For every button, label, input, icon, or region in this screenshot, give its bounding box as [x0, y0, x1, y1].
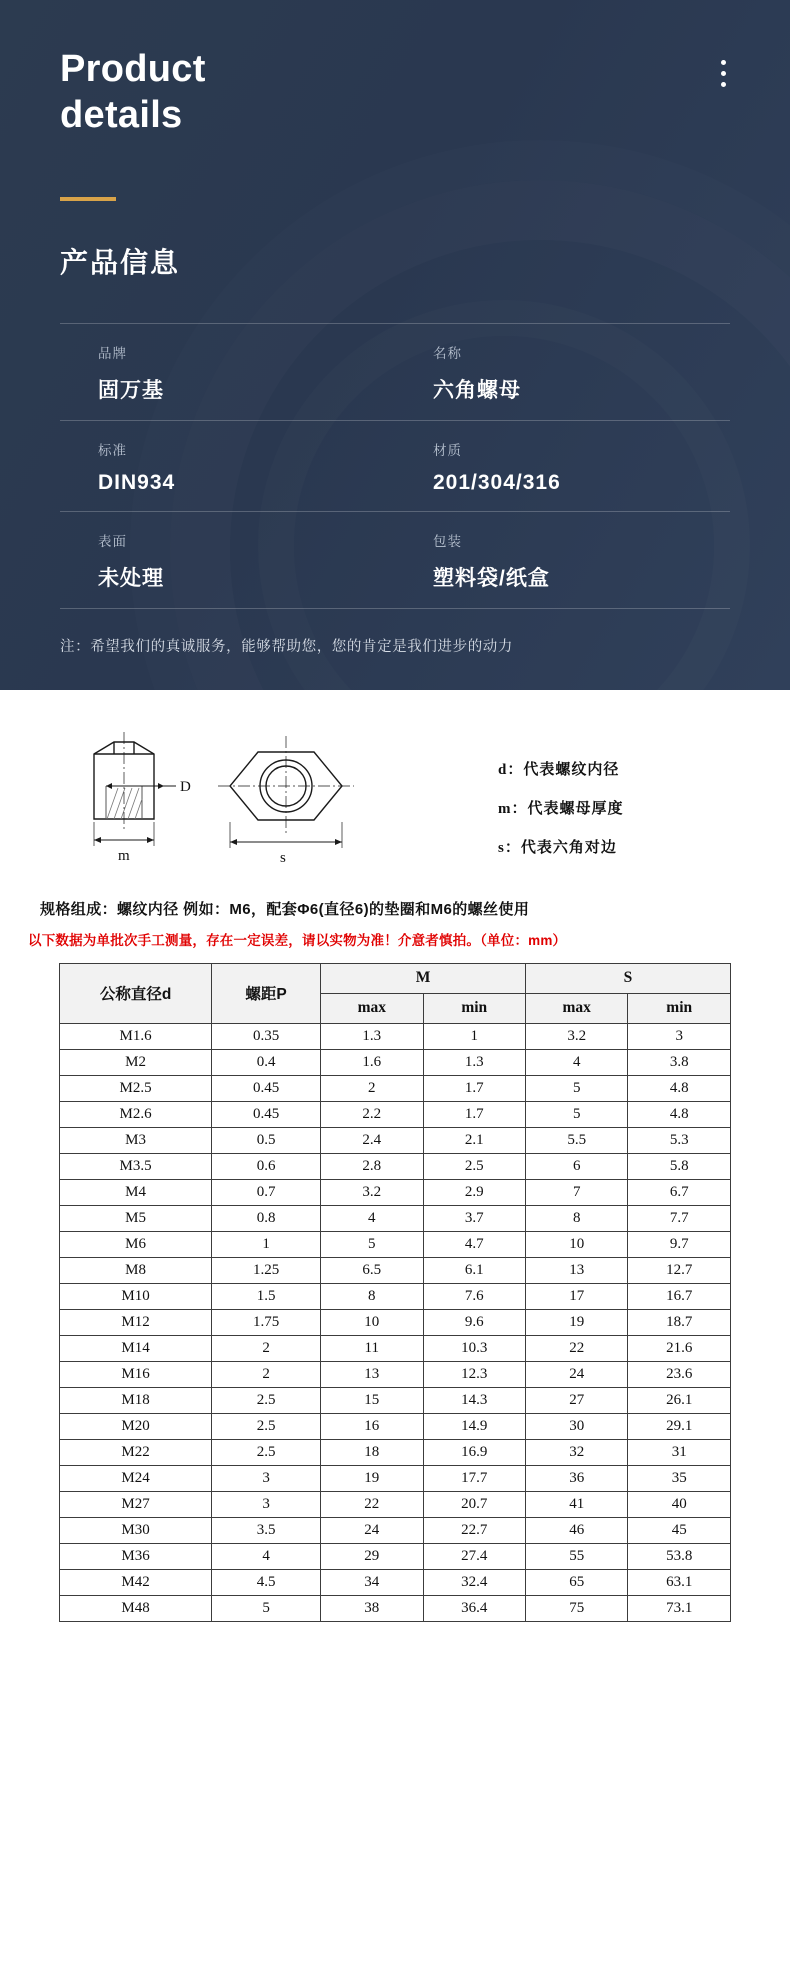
table-cell-mmax: 38 [321, 1595, 423, 1621]
table-cell-smin: 40 [628, 1491, 731, 1517]
table-cell-smin: 21.6 [628, 1335, 731, 1361]
spec-value: DIN934 [98, 470, 176, 494]
header-s-max: max [525, 993, 627, 1023]
spec-label: 材质 [433, 442, 462, 458]
table-cell-mmin: 3.7 [423, 1205, 525, 1231]
table-cell-smin: 73.1 [628, 1595, 731, 1621]
table-cell-d: M12 [60, 1309, 212, 1335]
table-row [60, 1049, 731, 1075]
spec-cell-name [395, 342, 730, 404]
table-cell-smax: 6 [525, 1153, 627, 1179]
spec-label: 表面 [98, 533, 127, 549]
table-cell-mmax: 1.6 [321, 1049, 423, 1075]
table-cell-d: M5 [60, 1205, 212, 1231]
table-cell-smin: 3.8 [628, 1049, 731, 1075]
table-cell-smax: 30 [525, 1413, 627, 1439]
diagram-legend [486, 714, 624, 875]
table-cell-mmax: 18 [321, 1439, 423, 1465]
table-cell-mmin: 2.9 [423, 1179, 525, 1205]
legend-item-d [498, 758, 624, 779]
page-title-line-2: details [60, 94, 183, 137]
spec-label: 标准 [98, 442, 127, 458]
table-cell-mmax: 2.2 [321, 1101, 423, 1127]
table-row [60, 1387, 731, 1413]
table-cell-smax: 5 [525, 1101, 627, 1127]
table-row [60, 1543, 731, 1569]
header-m-max: max [321, 993, 423, 1023]
table-cell-mmax: 4 [321, 1205, 423, 1231]
table-cell-smax: 41 [525, 1491, 627, 1517]
table-cell-mmax: 8 [321, 1283, 423, 1309]
header-s-min: min [628, 993, 731, 1023]
spec-value: 201/304/316 [433, 470, 561, 494]
table-row [60, 1517, 731, 1543]
spec-label: 品牌 [98, 345, 127, 361]
table-cell-smax: 3.2 [525, 1023, 627, 1049]
table-row [60, 1231, 731, 1257]
table-cell-p: 2 [212, 1335, 321, 1361]
table-row [60, 1283, 731, 1309]
table-cell-mmax: 10 [321, 1309, 423, 1335]
table-cell-d: M10 [60, 1283, 212, 1309]
spec-value: 六角螺母 [433, 378, 521, 402]
table-row [60, 1257, 731, 1283]
table-cell-smax: 5 [525, 1075, 627, 1101]
table-cell-mmax: 34 [321, 1569, 423, 1595]
table-row [60, 1023, 731, 1049]
spec-cell-brand [60, 342, 395, 404]
page-title [60, 46, 480, 139]
table-cell-smin: 31 [628, 1439, 731, 1465]
table-cell-d: M16 [60, 1361, 212, 1387]
header-m-min: min [423, 993, 525, 1023]
table-cell-p: 4 [212, 1543, 321, 1569]
table-cell-p: 2.5 [212, 1387, 321, 1413]
table-cell-smax: 36 [525, 1465, 627, 1491]
table-cell-mmax: 13 [321, 1361, 423, 1387]
table-cell-p: 0.8 [212, 1205, 321, 1231]
hero-section [0, 0, 790, 690]
table-cell-d: M2.5 [60, 1075, 212, 1101]
table-cell-d: M8 [60, 1257, 212, 1283]
table-cell-smax: 46 [525, 1517, 627, 1543]
table-cell-mmax: 29 [321, 1543, 423, 1569]
table-row [60, 1439, 731, 1465]
table-cell-p: 0.5 [212, 1127, 321, 1153]
table-cell-d: M1.6 [60, 1023, 212, 1049]
table-cell-smin: 5.3 [628, 1127, 731, 1153]
table-cell-mmin: 1.3 [423, 1049, 525, 1075]
spec-value: 塑料袋/纸盒 [433, 566, 550, 590]
table-cell-mmax: 3.2 [321, 1179, 423, 1205]
table-cell-smax: 65 [525, 1569, 627, 1595]
table-cell-smin: 9.7 [628, 1231, 731, 1257]
table-cell-smin: 53.8 [628, 1543, 731, 1569]
spec-cell-material [395, 439, 730, 495]
table-cell-p: 3.5 [212, 1517, 321, 1543]
table-cell-smin: 29.1 [628, 1413, 731, 1439]
table-cell-d: M3.5 [60, 1153, 212, 1179]
table-cell-smax: 32 [525, 1439, 627, 1465]
dot [721, 71, 726, 76]
table-row [60, 1309, 731, 1335]
table-cell-mmin: 22.7 [423, 1517, 525, 1543]
table-cell-p: 0.6 [212, 1153, 321, 1179]
table-cell-p: 2 [212, 1361, 321, 1387]
table-cell-mmin: 9.6 [423, 1309, 525, 1335]
spec-row [60, 421, 730, 512]
table-cell-mmin: 12.3 [423, 1361, 525, 1387]
table-cell-p: 2.5 [212, 1439, 321, 1465]
table-cell-mmin: 17.7 [423, 1465, 525, 1491]
legend-text-d: 代表螺纹内径 [523, 760, 620, 778]
table-cell-d: M2 [60, 1049, 212, 1075]
table-cell-d: M20 [60, 1413, 212, 1439]
table-cell-smin: 23.6 [628, 1361, 731, 1387]
table-row [60, 1179, 731, 1205]
table-cell-smin: 18.7 [628, 1309, 731, 1335]
table-cell-d: M42 [60, 1569, 212, 1595]
table-cell-d: M22 [60, 1439, 212, 1465]
table-cell-smax: 55 [525, 1543, 627, 1569]
table-cell-d: M6 [60, 1231, 212, 1257]
table-cell-mmax: 19 [321, 1465, 423, 1491]
spec-row [60, 512, 730, 609]
table-cell-mmin: 14.3 [423, 1387, 525, 1413]
table-cell-mmin: 7.6 [423, 1283, 525, 1309]
header-group-m: M [321, 963, 526, 993]
table-cell-mmin: 6.1 [423, 1257, 525, 1283]
table-cell-smin: 4.8 [628, 1101, 731, 1127]
header-group-s: S [525, 963, 730, 993]
table-cell-p: 1.75 [212, 1309, 321, 1335]
table-cell-d: M24 [60, 1465, 212, 1491]
table-cell-smax: 17 [525, 1283, 627, 1309]
nut-dimension-diagram [26, 714, 486, 894]
dimension-table-body [60, 1023, 731, 1621]
table-row [60, 1075, 731, 1101]
table-cell-p: 4.5 [212, 1569, 321, 1595]
legend-item-m [498, 797, 624, 818]
table-cell-mmax: 22 [321, 1491, 423, 1517]
table-cell-p: 1.5 [212, 1283, 321, 1309]
accent-divider [60, 197, 116, 201]
table-cell-smin: 12.7 [628, 1257, 731, 1283]
table-cell-smin: 26.1 [628, 1387, 731, 1413]
table-cell-p: 2.5 [212, 1413, 321, 1439]
section-title: 产品信息 [60, 246, 181, 278]
table-cell-p: 1 [212, 1231, 321, 1257]
table-cell-mmin: 36.4 [423, 1595, 525, 1621]
table-row [60, 1569, 731, 1595]
legend-key-d: d： [498, 761, 524, 778]
table-cell-mmin: 4.7 [423, 1231, 525, 1257]
spec-cell-surface [60, 530, 395, 592]
table-cell-p: 3 [212, 1491, 321, 1517]
more-vertical-icon[interactable] [712, 60, 734, 87]
spec-value: 未处理 [98, 566, 164, 590]
table-row [60, 1465, 731, 1491]
spec-composition-note: 规格组成：螺纹内径 例如：M6，配套Φ6(直径6)的垫圈和M6的螺丝使用 [40, 900, 530, 918]
table-cell-mmin: 14.9 [423, 1413, 525, 1439]
table-cell-mmin: 1 [423, 1023, 525, 1049]
dot [721, 82, 726, 87]
legend-key-s: s： [498, 839, 521, 856]
dimension-table-area [0, 949, 790, 1622]
hero-note: 注：希望我们的真诚服务，能够帮助您，您的肯定是我们进步的动力 [60, 638, 513, 655]
table-cell-d: M48 [60, 1595, 212, 1621]
table-cell-mmin: 20.7 [423, 1491, 525, 1517]
table-cell-mmax: 15 [321, 1387, 423, 1413]
table-cell-mmin: 1.7 [423, 1101, 525, 1127]
table-cell-d: M2.6 [60, 1101, 212, 1127]
svg-text:s: s [280, 849, 286, 866]
table-cell-d: M27 [60, 1491, 212, 1517]
table-cell-mmin: 2.5 [423, 1153, 525, 1179]
table-cell-mmax: 2 [321, 1075, 423, 1101]
svg-text:D: D [180, 778, 191, 795]
table-cell-d: M18 [60, 1387, 212, 1413]
table-cell-smax: 7 [525, 1179, 627, 1205]
table-cell-p: 0.35 [212, 1023, 321, 1049]
table-cell-p: 5 [212, 1595, 321, 1621]
table-cell-smin: 63.1 [628, 1569, 731, 1595]
table-cell-mmax: 1.3 [321, 1023, 423, 1049]
spec-table [60, 323, 730, 609]
table-cell-d: M3 [60, 1127, 212, 1153]
table-cell-mmax: 6.5 [321, 1257, 423, 1283]
header-pitch: 螺距P [212, 963, 321, 1023]
table-cell-smax: 10 [525, 1231, 627, 1257]
table-row [60, 1595, 731, 1621]
table-cell-smin: 16.7 [628, 1283, 731, 1309]
table-cell-smax: 13 [525, 1257, 627, 1283]
table-cell-d: M36 [60, 1543, 212, 1569]
table-cell-mmin: 16.9 [423, 1439, 525, 1465]
table-row [60, 1361, 731, 1387]
table-cell-smax: 27 [525, 1387, 627, 1413]
table-cell-d: M14 [60, 1335, 212, 1361]
table-cell-mmin: 27.4 [423, 1543, 525, 1569]
legend-item-s [498, 836, 624, 857]
table-cell-mmin: 32.4 [423, 1569, 525, 1595]
legend-text-s: 代表六角对边 [520, 838, 617, 856]
table-cell-mmax: 2.8 [321, 1153, 423, 1179]
table-cell-smax: 8 [525, 1205, 627, 1231]
table-cell-smin: 45 [628, 1517, 731, 1543]
table-cell-p: 0.4 [212, 1049, 321, 1075]
table-cell-smax: 5.5 [525, 1127, 627, 1153]
table-cell-mmin: 2.1 [423, 1127, 525, 1153]
table-cell-mmax: 24 [321, 1517, 423, 1543]
table-cell-smin: 7.7 [628, 1205, 731, 1231]
table-cell-smax: 75 [525, 1595, 627, 1621]
table-row [60, 1127, 731, 1153]
table-cell-p: 0.45 [212, 1101, 321, 1127]
table-cell-p: 1.25 [212, 1257, 321, 1283]
svg-text:m: m [118, 847, 130, 864]
table-row [60, 1335, 731, 1361]
table-cell-p: 3 [212, 1465, 321, 1491]
spec-label: 包装 [433, 533, 462, 549]
table-cell-smin: 35 [628, 1465, 731, 1491]
spec-label: 名称 [433, 345, 462, 361]
table-row [60, 1491, 731, 1517]
table-cell-mmin: 1.7 [423, 1075, 525, 1101]
table-cell-mmax: 5 [321, 1231, 423, 1257]
spec-row [60, 324, 730, 421]
table-cell-smax: 22 [525, 1335, 627, 1361]
table-cell-p: 0.7 [212, 1179, 321, 1205]
spec-value: 固万基 [98, 378, 164, 402]
page-title-line-1: Product [60, 48, 206, 90]
table-cell-d: M30 [60, 1517, 212, 1543]
table-cell-smin: 3 [628, 1023, 731, 1049]
table-row [60, 1101, 731, 1127]
table-header-row [60, 963, 731, 993]
table-cell-d: M4 [60, 1179, 212, 1205]
legend-key-m: m： [498, 800, 528, 817]
table-cell-smax: 19 [525, 1309, 627, 1335]
table-cell-mmax: 11 [321, 1335, 423, 1361]
table-cell-p: 0.45 [212, 1075, 321, 1101]
diagram-section [0, 690, 790, 949]
table-cell-smax: 24 [525, 1361, 627, 1387]
table-cell-mmax: 16 [321, 1413, 423, 1439]
table-row [60, 1205, 731, 1231]
legend-text-m: 代表螺母厚度 [527, 799, 624, 817]
dimension-table [59, 963, 731, 1622]
table-cell-smin: 4.8 [628, 1075, 731, 1101]
table-cell-smax: 4 [525, 1049, 627, 1075]
header-nominal-diameter: 公称直径d [60, 963, 212, 1023]
measurement-warning: 以下数据为单批次手工测量，存在一定误差，请以实物为准！介意者慎拍。（单位：mm） [28, 932, 567, 948]
table-row [60, 1153, 731, 1179]
table-cell-mmin: 10.3 [423, 1335, 525, 1361]
spec-cell-standard [60, 439, 395, 495]
table-cell-smin: 6.7 [628, 1179, 731, 1205]
dot [721, 60, 726, 65]
table-row [60, 1413, 731, 1439]
spec-cell-packaging [395, 530, 730, 592]
table-cell-mmax: 2.4 [321, 1127, 423, 1153]
table-cell-smin: 5.8 [628, 1153, 731, 1179]
